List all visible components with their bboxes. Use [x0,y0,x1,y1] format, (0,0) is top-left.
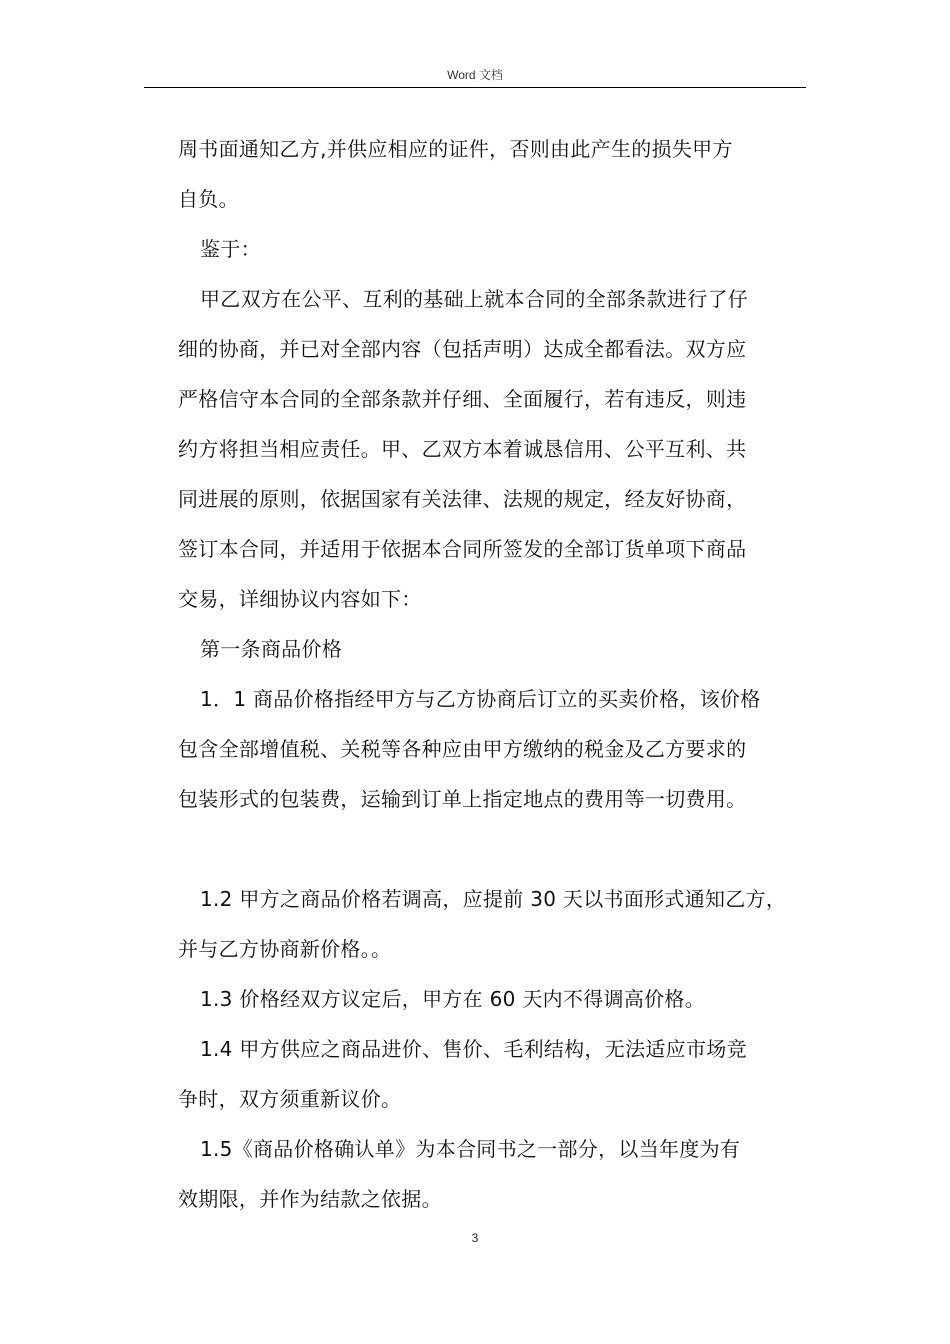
header-divider [144,87,806,88]
paragraph-line: 包装形式的包装费，运输到订单上指定地点的费用等一切费用。 [178,787,747,811]
paragraph-line: 并与乙方协商新价格。。 [178,937,392,961]
paragraph-line: 1.4 甲方供应之商品进价、售价、毛利结构，无法适应市场竞 [200,1037,747,1061]
paragraph-line: 甲乙双方在公平、互利的基础上就本合同的全部条款进行了仔 [200,287,749,311]
paragraph-line: 1.3 价格经双方议定后，甲方在 60 天内不得调高价格。 [200,987,706,1011]
section-heading: 第一条商品价格 [200,637,343,661]
paragraph-line: 效期限，并作为结款之依据。 [178,1187,442,1211]
paragraph-line: 约方将担当相应责任。甲、乙双方本着诚恳信用、公平互利、共 [178,437,747,461]
paragraph-line: 自负。 [178,187,239,211]
document-body [178,124,808,1224]
paragraph-line: 争时，双方须重新议价。 [178,1087,402,1111]
paragraph-line: 严格信守本合同的全部条款并仔细、全面履行，若有违反，则违 [178,387,747,411]
blank-line [178,824,808,874]
paragraph-line: 1.5《商品价格确认单》为本合同书之一部分，以当年度为有 [200,1137,741,1161]
paragraph-line: 鉴于： [200,237,261,261]
paragraph-line: 细的协商，并已对全部内容（包括声明）达成全都看法。双方应 [178,337,747,361]
paragraph-line: 1．1 商品价格指经甲方与乙方协商后订立的买卖价格，该价格 [200,687,761,711]
paragraph-line: 同进展的原则，依据国家有关法律、法规的规定，经友好协商， [178,487,747,511]
page-header: Word 文档 [447,68,503,82]
paragraph-line: 包含全部增值税、关税等各种应由甲方缴纳的税金及乙方要求的 [178,737,747,761]
page-number: 3 [471,1231,479,1245]
paragraph-line: 交易，详细协议内容如下： [178,587,422,611]
paragraph-line: 1.2 甲方之商品价格若调高，应提前 30 天以书面形式通知乙方， [200,887,787,911]
paragraph-line: 周书面通知乙方,并供应相应的证件，否则由此产生的损失甲方 [178,137,733,161]
paragraph-line: 签订本合同，并适用于依据本合同所签发的全部订货单项下商品 [178,537,747,561]
